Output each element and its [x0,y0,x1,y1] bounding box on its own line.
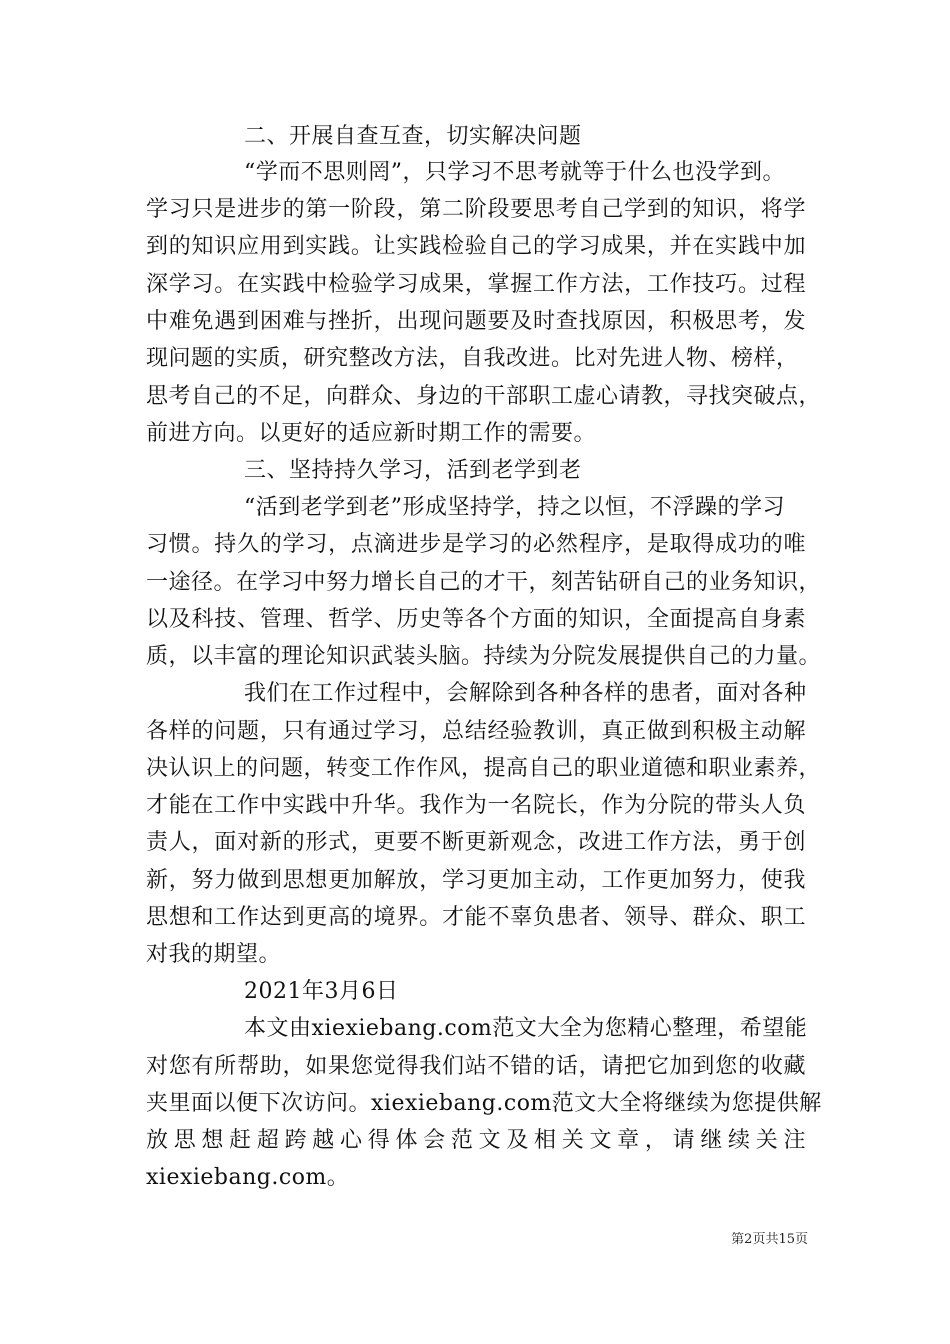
paragraph-line: 思想和工作达到更高的境界。才能不辜负患者、领导、群众、职工 [146,905,806,930]
paragraph-line: 到的知识应用到实践。让实践检验自己的学习成果，并在实践中加 [146,234,806,259]
notice-line: 本文由xiexiebang.com范文大全为您精心整理，希望能 [244,1016,808,1041]
paragraph-line: 现问题的实质，研究整改方法，自我改进。比对先进人物、榜样， [146,346,799,371]
paragraph-line: 深学习。在实践中检验学习成果，掌握工作方法，工作技巧。过程 [146,272,806,297]
notice-line: xiexiebang.com。 [146,1165,350,1190]
paragraph-line: “活到老学到老”形成坚持学，持之以恒，不浮躁的学习 [244,495,785,520]
paragraph-line: 对我的期望。 [146,942,282,967]
paragraph-line: 中难免遇到困难与挫折，出现问题要及时查找原因，积极思考，发 [146,309,806,334]
paragraph-line: 我们在工作过程中，会解除到各种各样的患者，面对各种 [244,681,807,706]
section-heading-2: 二、开展自查互查，切实解决问题 [244,124,582,149]
paragraph-line: 一途径。在学习中努力增长自己的才干，刻苦钻研自己的业务知识， [146,570,822,595]
paragraph-line: 质，以丰富的理论知识武装头脑。持续为分院发展提供自己的力量。 [146,644,822,669]
paragraph-line: 习惯。持久的学习，点滴进步是学习的必然程序，是取得成功的唯 [146,532,806,557]
section-heading-3: 三、坚持持久学习，活到老学到老 [244,458,582,483]
notice-line: 放思想赶超跨越心得体会范文及相关文章，请继续关注 [146,1128,806,1153]
paragraph-line: 决认识上的问题，转变工作作风，提高自己的职业道德和职业素养， [146,756,822,781]
page-number: 第2页共15页 [731,1232,808,1247]
paragraph-line: 学习只是进步的第一阶段，第二阶段要思考自己学到的知识，将学 [146,197,806,222]
paragraph-line: 各样的问题，只有通过学习，总结经验教训，真正做到积极主动解 [146,719,806,744]
paragraph-line: 以及科技、管理、哲学、历史等各个方面的知识，全面提高自身素 [146,607,806,632]
date-line: 2021年3月6日 [244,979,399,1004]
paragraph-line: 责人，面对新的形式，更要不断更新观念，改进工作方法，勇于创 [146,830,806,855]
paragraph-line: 才能在工作中实践中升华。我作为一名院长，作为分院的带头人负 [146,793,806,818]
paragraph-line: 思考自己的不足，向群众、身边的干部职工虚心请教，寻找突破点， [146,384,822,409]
notice-line: 夹里面以便下次访问。xiexiebang.com范文大全将继续为您提供解 [146,1091,822,1116]
paragraph-line: “学而不思则罔”，只学习不思考就等于什么也没学到。 [244,160,785,185]
paragraph-line: 新，努力做到思想更加解放，学习更加主动，工作更加努力，使我 [146,868,806,893]
notice-line: 对您有所帮助，如果您觉得我们站不错的话，请把它加到您的收藏 [146,1054,806,1079]
paragraph-line: 前进方向。以更好的适应新时期工作的需要。 [146,421,597,446]
